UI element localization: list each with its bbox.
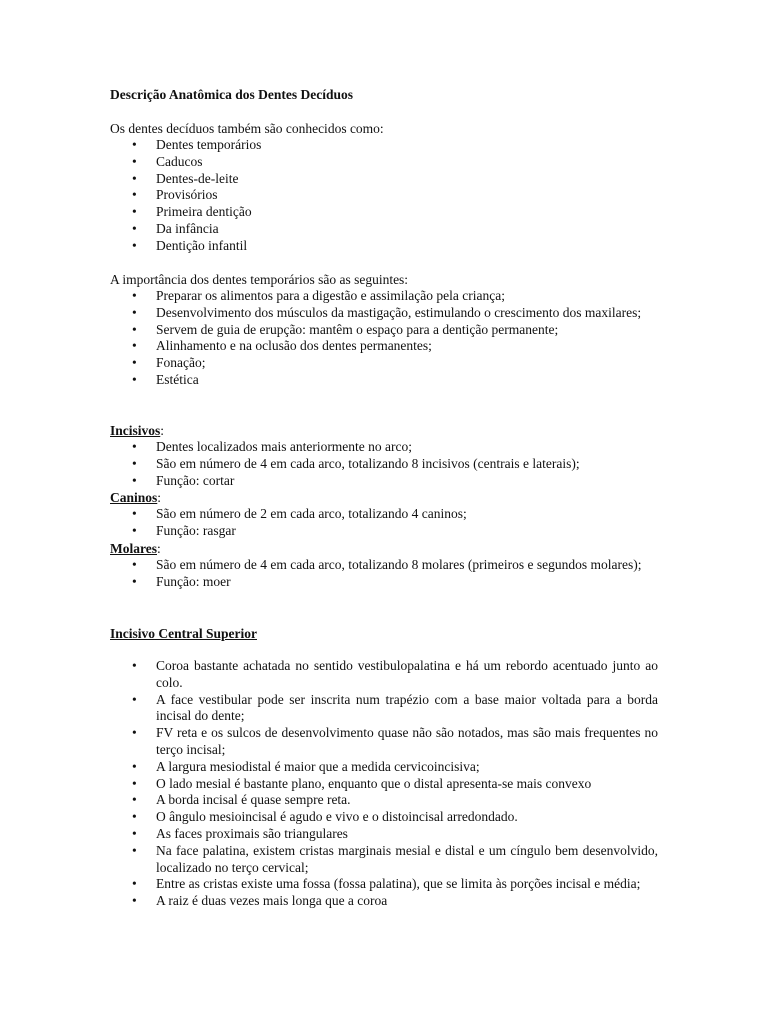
list-item: • O ângulo mesioincisal é agudo e vivo e o distoincisal arredondado.: [132, 809, 518, 825]
list-item: • Fonação;: [132, 355, 206, 371]
molares-heading: Molares:: [110, 541, 161, 556]
bullet-icon: •: [132, 439, 137, 454]
bullet-icon: •: [132, 371, 137, 387]
intro-paragraph: Os dentes decíduos também são conhecidos como:: [110, 121, 384, 136]
list-item: • Função: cortar: [132, 472, 235, 488]
bullet-icon: •: [132, 893, 137, 909]
bullet-icon: •: [132, 691, 137, 707]
bullet-icon: •: [132, 204, 137, 220]
importance-intro: A importância dos dentes temporários são as seguintes:: [110, 272, 409, 287]
bullet-icon: •: [132, 825, 137, 841]
bullet-icon: •: [132, 355, 137, 371]
bullet-icon: •: [132, 338, 137, 354]
bullet-icon: •: [132, 472, 137, 488]
caninos-list: [110, 506, 658, 540]
bullet-icon: •: [132, 573, 137, 589]
bullet-icon: •: [132, 842, 137, 858]
bullet-icon: •: [132, 304, 137, 320]
list-item: • São em número de 4 em cada arco, totalizando 8 incisivos (centrais e laterais);: [132, 455, 580, 471]
list-item: • Provisórios: [132, 187, 218, 203]
incisivo-central-heading: Incisivo Central Superior: [110, 626, 257, 641]
bullet-icon: •: [132, 288, 137, 303]
list-item: • São em número de 4 em cada arco, totalizando 8 molares (primeiros e segundos molares);: [132, 557, 642, 572]
list-item: • Entre as cristas existe uma fossa (fossa palatina), que se limita às porções incisal e média;: [132, 876, 641, 892]
list-item: • Função: moer: [132, 573, 231, 589]
bullet-icon: •: [132, 455, 137, 471]
list-item: • A largura mesiodistal é maior que a medida cervicoincisiva;: [132, 758, 480, 774]
names-list: [110, 137, 658, 255]
list-item: • Função: rasgar: [132, 522, 236, 538]
bullet-icon: •: [132, 321, 137, 337]
list-item: • Desenvolvimento dos músculos da mastigação, estimulando o crescimento dos maxilares;: [132, 304, 642, 320]
molares-list: [110, 557, 658, 591]
bullet-icon: •: [132, 237, 137, 253]
bullet-icon: •: [132, 153, 137, 169]
bullet-icon: •: [132, 187, 137, 203]
incisivos-list: [110, 439, 658, 489]
list-item: • Dentes-de-leite: [132, 170, 239, 186]
list-item: • Alinhamento e na oclusão dos dentes permanentes;: [132, 338, 432, 354]
list-item: • As faces proximais são triangulares: [132, 825, 348, 841]
bullet-icon: •: [132, 220, 137, 236]
bullet-icon: •: [132, 758, 137, 774]
list-item: • Caducos: [132, 153, 203, 169]
importance-list: [110, 288, 658, 389]
incisivos-heading: Incisivos:: [110, 423, 165, 438]
list-item: • Coroa bastante achatada no sentido vestibulopalatina e há um rebordo acentuado junto ao colo.: [132, 658, 658, 690]
bullet-icon: •: [132, 557, 137, 572]
bullet-icon: •: [132, 876, 137, 892]
bullet-icon: •: [132, 170, 137, 186]
bullet-icon: •: [132, 658, 137, 673]
list-item: • Preparar os alimentos para a digestão e assimilação pela criança;: [132, 288, 505, 303]
list-item: • Servem de guia de erupção: mantêm o espaço para a dentição permanente;: [132, 321, 559, 337]
list-item: • Dentição infantil: [132, 237, 248, 253]
bullet-icon: •: [132, 506, 137, 521]
list-item: • A borda incisal é quase sempre reta.: [132, 792, 351, 808]
incisivo-central-list: [110, 658, 658, 910]
list-item: • Dentes localizados mais anteriormente no arco;: [132, 439, 413, 454]
list-item: • São em número de 2 em cada arco, totalizando 4 caninos;: [132, 506, 467, 521]
document-title: Descrição Anatômica dos Dentes Decíduos: [110, 87, 353, 102]
bullet-icon: •: [132, 775, 137, 791]
list-item: • FV reta e os sulcos de desenvolvimento quase não são notados, mas são mais frequentes no terço incisal;: [132, 725, 658, 757]
caninos-heading: Caninos:: [110, 490, 162, 505]
list-item: • Dentes temporários: [132, 137, 262, 152]
list-item: • Estética: [132, 371, 199, 387]
bullet-icon: •: [132, 137, 137, 152]
bullet-icon: •: [132, 522, 137, 538]
bullet-icon: •: [132, 792, 137, 808]
list-item: • Na face palatina, existem cristas marginais mesial e distal e um cíngulo bem desenvolvido, localizado no terço cervical;: [132, 842, 658, 875]
list-item: • Primeira dentição: [132, 204, 252, 220]
list-item: • A raiz é duas vezes mais longa que a coroa: [132, 893, 388, 909]
bullet-icon: •: [132, 725, 137, 741]
list-item: • A face vestibular pode ser inscrita num trapézio com a base maior voltada para a borda incisal do dente;: [132, 691, 658, 724]
list-item: • O lado mesial é bastante plano, enquanto que o distal apresenta-se mais convexo: [132, 775, 592, 791]
list-item: • Da infância: [132, 220, 219, 236]
bullet-icon: •: [132, 809, 137, 825]
